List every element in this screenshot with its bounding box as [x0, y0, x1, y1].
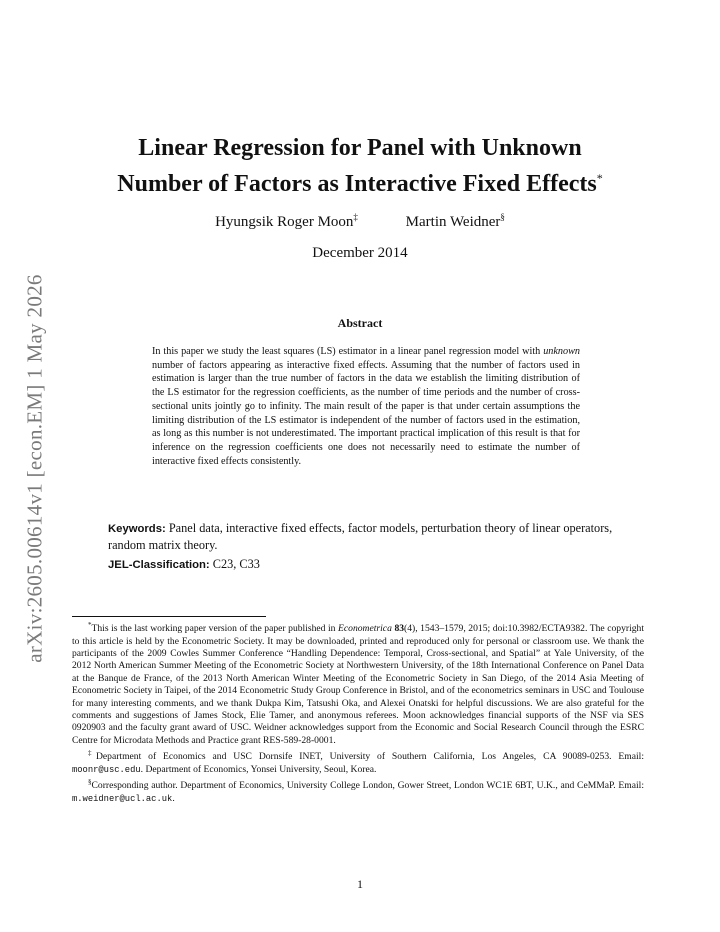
arxiv-stamp	[18, 248, 52, 688]
email-weidner[interactable]: m.weidner@ucl.ac.uk	[72, 793, 173, 804]
footnote-1: *This is the last working paper version of the paper published in Econometrica 83(4), 1543–1579, 2015; doi:10.3982/ECTA9382. The copyright to this article is held by the Econometric Society. It may be downloaded, printed and reproduced only for personal or classroom use. We thank the participants of the 2009 Cowles Summer Conference “Handling Dependence: Temporal, Cross-sectional, and Spatial” at Yale University, of the 2012 North American Summer Meeting of the Econometric Society at Northwestern University, of the 18th International Conference on Panel Data at the Banque de France, of the 2013 North American Winter Meeting of the Econometric Society in San Diego, of the 2014 Asia Meeting of Econometric Society in Taipei, of the 2014 Econometric Study Group Conference in Bristol, and of the econometrics seminars in USC and Toulouse for many interesting comments, and we thank Dukpa Kim, Tatsushi Oka, and Alexei Onatski for helpful discussions. We are also grateful for the comments and suggestions of James Stock, Elie Tamer, and anonymous referees. Moon acknowledges financial supports of the NSF via SES 0920903 and the faculty grant award of USC. Weidner acknowledges support from the Economic and Social Research Council through the ESRC Centre for Microdata Methods and Practice grant RES-589-28-0001.	[72, 621, 644, 746]
author-moon: Hyungsik Roger Moon‡	[215, 212, 358, 230]
journal-volume: 83	[394, 623, 405, 635]
abstract-body: In this paper we study the least squares (LS) estimator in a linear panel regression model with unknown number of factors appearing as interactive fixed effects. Assuming that the number of factors used in estimation is larger than the true number of factors in the data we establish the limiting distribution of the LS estimator for the regression coefficients, as the number of time periods and the number of cross-sectional units jointly go to infinity. The main result of the paper is that under certain assumptions the limiting distribution of the LS estimator is independent of the number of factors used in the estimation, as long as this number is not underestimated. The important practical implication of this result is that for inference on the regression coefficients one does not necessarily need to estimate the number of interactive fixed effects consistently.	[152, 346, 580, 467]
author-weidner: Martin Weidner§	[405, 212, 505, 230]
journal-name: Econometrica	[338, 623, 392, 635]
jel-label: JEL-Classification:	[108, 559, 210, 571]
abstract-emphasis: unknown	[543, 346, 580, 357]
author-weidner-footnote-mark[interactable]: §	[500, 212, 505, 222]
arxiv-id: arXiv:2605.00614v1 [econ.EM] 1 May 2026	[22, 273, 47, 663]
email-moon[interactable]: moonr@usc.edu	[72, 764, 141, 775]
footnotes	[72, 619, 644, 805]
author-list	[100, 212, 620, 231]
title-line-2: Number of Factors as Interactive Fixed Effects*	[117, 171, 603, 197]
footnote-3: §Corresponding author. Department of Economics, University College London, Gower Street, London WC1E 6BT, U.K., and CeMMaP. Email: m.weidner@ucl.ac.uk.	[72, 778, 644, 804]
keywords-label: Keywords:	[108, 523, 166, 535]
footnote-2: ‡Department of Economics and USC Dornsife INET, University of Southern California, Los Angeles, CA 90089-0253. Email: moonr@usc.edu. Department of Economics, Yonsei University, Seoul, Korea.	[72, 749, 644, 775]
jel-classification	[108, 557, 624, 572]
jel-text: C23, C33	[212, 557, 260, 571]
paper-title	[60, 133, 660, 199]
author-moon-footnote-mark[interactable]: ‡	[353, 212, 358, 222]
keywords	[108, 520, 624, 553]
abstract-heading: Abstract	[337, 316, 383, 330]
page-number: 1	[357, 877, 363, 891]
keywords-text: Panel data, interactive fixed effects, factor models, perturbation theory of linear operators, random matrix theory.	[108, 521, 613, 552]
title-line-1: Linear Regression for Panel with Unknown	[138, 135, 582, 161]
title-footnote-mark[interactable]: *	[596, 171, 603, 185]
paper-date: December 2014	[312, 245, 408, 261]
footnote-rule	[72, 616, 266, 617]
